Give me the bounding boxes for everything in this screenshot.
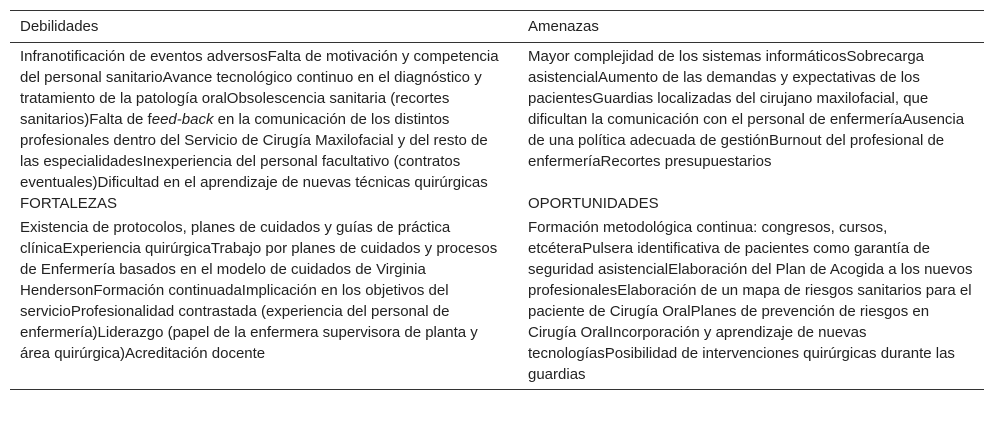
header-weaknesses: Debilidades	[20, 17, 99, 35]
header-threats: Amenazas	[528, 17, 599, 35]
table-row	[10, 214, 984, 389]
label-opportunities: OPORTUNIDADES	[528, 195, 659, 212]
threats-cell: Mayor complejidad de los sistemas informáticosSobrecarga asistencialAumento de las demandas y expectativas de los pacientesGuardias localizadas del cirujano maxilofacial, que dificultan la comunicación con el personal de enfermeríaAusencia de una política adecuada de gestiónBurnout del profesional de enfermeríaRecortes presupuestarios	[528, 48, 965, 170]
swot-table	[10, 10, 984, 390]
weaknesses-italic-term: eed-back	[151, 111, 214, 128]
weaknesses-cell	[10, 43, 518, 193]
opportunities-cell: Formación metodológica continua: congresos, cursos, etcéteraPulsera identificativa de pacientes como garantía de seguridad asistencialElaboración del Plan de Acogida a los nuevos profesionalesElaboración de un mapa de riesgos sanitarios para el paciente de Cirugía OralPlanes de prevención de riesgos en Cirugía OralIncorporación y aprendizaje de nuevas tecnologíasPosibilidad de intervenciones quirúrgicas durante las guardias	[528, 219, 973, 383]
table-row	[10, 43, 984, 193]
weaknesses-text-1: Infranotificación de eventos adversosFalta de motivación y competencia del personal sanitarioAvance tecnológico continuo en el diagnóstico y tratamiento de la patología oralObsolescencia sanitaria (recortes sanitarios)Falta de f	[20, 48, 499, 128]
strengths-cell: Existencia de protocolos, planes de cuidados y guías de práctica clínicaExperiencia quirúrgicaTrabajo por planes de cuidados y procesos de Enfermería basados en el modelo de cuidados de Virginia HendersonFormación continuadaImplicación en los objetivos del servicioProfesionalidad contrastada (experiencia del personal de enfermería)Liderazgo (papel de la enfermera supervisora de planta y área quirúrgica)Acreditación docente	[20, 219, 498, 362]
label-strengths: FORTALEZAS	[20, 195, 117, 212]
table-header-row	[10, 11, 984, 43]
table-row	[10, 193, 984, 214]
weaknesses-text-2: en la comunicación de los distintos profesionales dentro del Servicio de Cirugía Maxilofacial y del resto de las especialidadesInexperiencia del personal facultativo (contratos eventuales)Dificultad en el aprendizaje de nuevas técnicas quirúrgicas	[20, 111, 488, 191]
